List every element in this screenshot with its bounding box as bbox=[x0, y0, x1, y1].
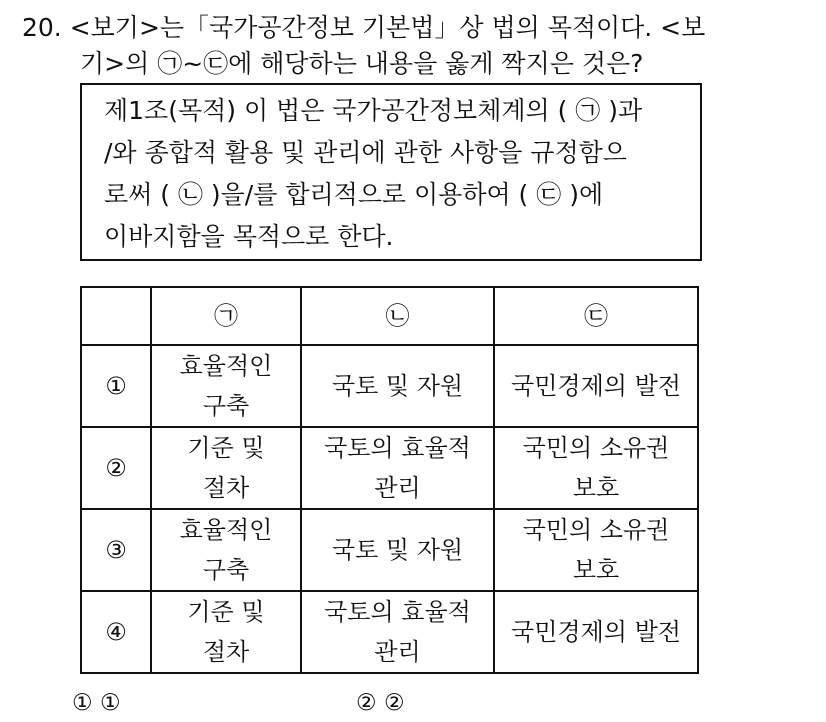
giyeok-cell bbox=[151, 509, 301, 591]
choice-label: ② bbox=[356, 690, 377, 716]
nieun-cell bbox=[301, 591, 494, 673]
nieun-cell bbox=[301, 345, 494, 427]
example-box-line-2: /와 종합적 활용 및 관리에 관한 사항을 규정함으 bbox=[104, 138, 627, 167]
cell-line: 절차 bbox=[202, 638, 250, 666]
answer-table bbox=[80, 286, 699, 674]
answer-choice-1[interactable] bbox=[72, 688, 121, 718]
table-row bbox=[81, 427, 698, 509]
cell-line: 구축 bbox=[202, 392, 250, 420]
cell-line: 국민의 소유권 bbox=[522, 516, 670, 544]
row-number-cell: ① bbox=[81, 345, 151, 427]
cell-line: 국민경제의 발전 bbox=[511, 372, 681, 400]
digeut-cell bbox=[494, 591, 698, 673]
header-cell-digeut: ㉢ bbox=[494, 287, 698, 345]
question-stem bbox=[22, 10, 812, 82]
cell-line: 보호 bbox=[572, 474, 620, 502]
cell-line: 효율적인 bbox=[179, 352, 273, 380]
choice-label: ① bbox=[72, 690, 93, 716]
cell-line: 국토의 효율적 bbox=[324, 434, 471, 462]
nieun-cell bbox=[301, 509, 494, 591]
answer-table-header-row bbox=[81, 287, 698, 345]
example-box-line-3: 로써 ( ㉡ )을/를 합리적으로 이용하여 ( ㉢ )에 bbox=[104, 180, 604, 209]
header-cell-nieun: ㉡ bbox=[301, 287, 494, 345]
answer-choice-2[interactable] bbox=[356, 688, 405, 718]
choice-value: ② bbox=[383, 690, 405, 716]
cell-line: 국민의 소유권 bbox=[522, 434, 670, 462]
cell-line: 기준 및 bbox=[187, 598, 265, 626]
giyeok-cell bbox=[151, 591, 301, 673]
question-line-1: 20. <보기>는「국가공간정보 기본법」상 법의 목적이다. <보 bbox=[22, 13, 706, 42]
row-number-cell: ③ bbox=[81, 509, 151, 591]
table-row bbox=[81, 345, 698, 427]
example-box-line-4: 이바지함을 목적으로 한다. bbox=[104, 222, 394, 251]
cell-line: 효율적인 bbox=[179, 516, 273, 544]
example-box bbox=[80, 83, 702, 261]
digeut-cell bbox=[494, 427, 698, 509]
cell-line: 국토 및 자원 bbox=[331, 536, 464, 564]
cell-line: 국토의 효율적 bbox=[324, 598, 471, 626]
row-number-cell: ② bbox=[81, 427, 151, 509]
choice-value: ① bbox=[99, 690, 121, 716]
table-row bbox=[81, 509, 698, 591]
question-line-2: 기>의 ㉠~㉢에 해당하는 내용을 옳게 짝지은 것은? bbox=[80, 49, 644, 78]
header-cell-giyeok: ㉠ bbox=[151, 287, 301, 345]
cell-line: 구축 bbox=[202, 556, 250, 584]
cell-line: 국민경제의 발전 bbox=[511, 618, 681, 646]
cell-line: 관리 bbox=[374, 474, 421, 502]
nieun-cell bbox=[301, 427, 494, 509]
cell-line: 보호 bbox=[572, 556, 620, 584]
cell-line: 관리 bbox=[374, 638, 421, 666]
example-box-line-1: 제1조(목적) 이 법은 국가공간정보체계의 ( ㉠ )과 bbox=[104, 96, 643, 125]
giyeok-cell bbox=[151, 345, 301, 427]
row-number-cell: ④ bbox=[81, 591, 151, 673]
table-row bbox=[81, 591, 698, 673]
cell-line: 절차 bbox=[202, 474, 250, 502]
digeut-cell bbox=[494, 345, 698, 427]
digeut-cell bbox=[494, 509, 698, 591]
cell-line: 기준 및 bbox=[187, 434, 265, 462]
giyeok-cell bbox=[151, 427, 301, 509]
cell-line: 국토 및 자원 bbox=[331, 372, 464, 400]
header-cell-blank bbox=[81, 287, 151, 345]
